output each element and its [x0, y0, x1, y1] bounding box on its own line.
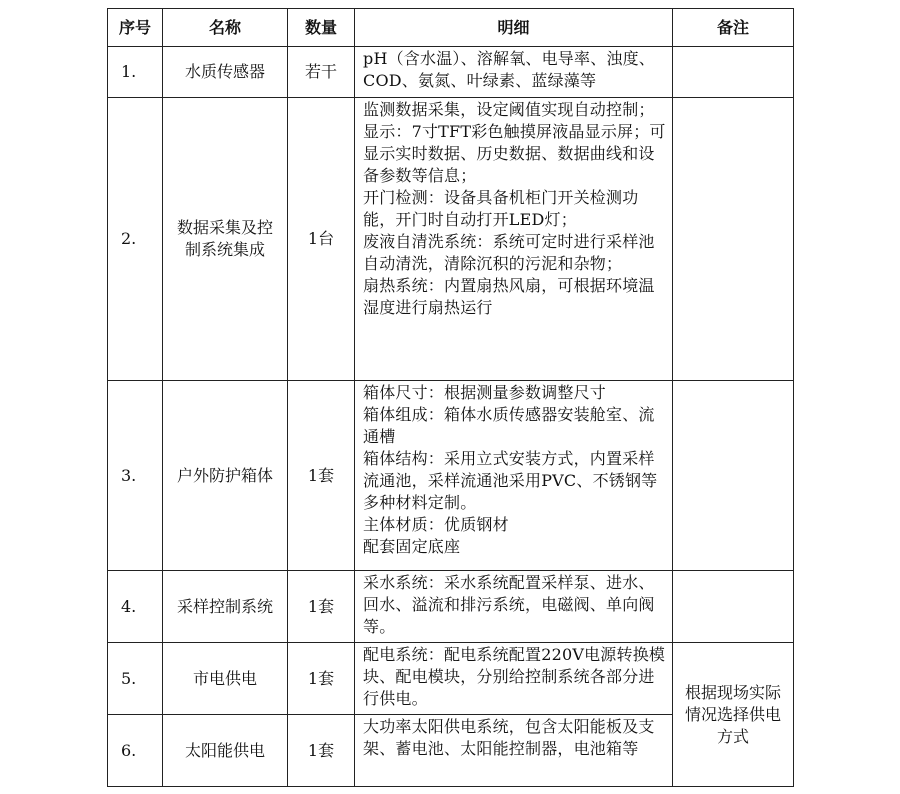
table-row: [108, 643, 794, 715]
detail-line: pH（含水温）、溶解氧、电导率、浊度、COD、氨氮、叶绿素、蓝绿藻等: [363, 49, 655, 90]
detail-line: 监测数据采集，设定阈值实现自动控制；: [363, 100, 655, 119]
row-name: 数据采集及控制系统集成: [163, 98, 288, 381]
row-name: 采样控制系统: [163, 571, 288, 643]
detail-line: 开门检测：设备具备机柜门开关检测功能，开门时自动打开LED灯；: [363, 188, 639, 229]
row-detail: [355, 98, 673, 381]
row-qty: 1台: [288, 98, 355, 381]
row-detail: [355, 47, 673, 98]
header-remark: 备注: [673, 9, 794, 47]
row-remark: [673, 47, 794, 98]
header-seq: 序号: [108, 9, 163, 47]
detail-line: 扇热系统：内置扇热风扇，可根据环境温湿度进行扇热运行: [363, 276, 655, 317]
specification-table: [107, 8, 794, 787]
row-qty: 若干: [288, 47, 355, 98]
row-remark: [673, 571, 794, 643]
detail-line: 箱体组成：箱体水质传感器安装舱室、流通槽: [363, 405, 655, 446]
row-remark: [673, 98, 794, 381]
table-row: [108, 381, 794, 571]
detail-line: 箱体尺寸：根据测量参数调整尺寸: [363, 383, 607, 402]
row-seq: 5.: [108, 643, 163, 715]
table-row: [108, 98, 794, 381]
row-remark: [673, 381, 794, 571]
detail-line: 大功率太阳供电系统，包含太阳能板及支架、蓄电池、太阳能控制器，电池箱等: [363, 717, 655, 758]
detail-line: 配电系统：配电系统配置220V电源转换模块、配电模块，分别给控制系统各部分进行供电。: [363, 645, 666, 708]
header-name: 名称: [163, 9, 288, 47]
row-qty: 1套: [288, 381, 355, 571]
row-detail: [355, 715, 673, 787]
header-detail: 明细: [355, 9, 673, 47]
detail-line: 配套固定底座: [363, 537, 461, 556]
detail-line: 箱体结构：采用立式安装方式，内置采样流通池，采样流通池采用PVC、不锈钢等多种材料定制。: [363, 449, 658, 512]
row-detail: [355, 643, 673, 715]
row-name: 水质传感器: [163, 47, 288, 98]
row-name: 太阳能供电: [163, 715, 288, 787]
detail-line: 显示：7寸TFT彩色触摸屏液晶显示屏；可显示实时数据、历史数据、数据曲线和设备参数等信息；: [363, 122, 666, 185]
row-seq: 4.: [108, 571, 163, 643]
row-detail: [355, 381, 673, 571]
row-name: 市电供电: [163, 643, 288, 715]
detail-line: 采水系统：采水系统配置采样泵、进水、回水、溢流和排污系统，电磁阀、单向阀等。: [363, 573, 655, 636]
row-detail: [355, 571, 673, 643]
row-seq: 3.: [108, 381, 163, 571]
row-qty: 1套: [288, 643, 355, 715]
table-row: [108, 571, 794, 643]
header-qty: 数量: [288, 9, 355, 47]
detail-line: 废液自清洗系统：系统可定时进行采样池自动清洗，清除沉积的污泥和杂物；: [363, 232, 655, 273]
row-seq: 6.: [108, 715, 163, 787]
row-seq: 2.: [108, 98, 163, 381]
row-seq: 1.: [108, 47, 163, 98]
row-name: 户外防护箱体: [163, 381, 288, 571]
remark-cell: 根据现场实际情况选择供电方式: [673, 643, 794, 787]
row-qty: 1套: [288, 571, 355, 643]
header-row: [108, 9, 794, 47]
row-qty: 1套: [288, 715, 355, 787]
table-row: [108, 47, 794, 98]
detail-line: 主体材质：优质钢材: [363, 515, 509, 534]
